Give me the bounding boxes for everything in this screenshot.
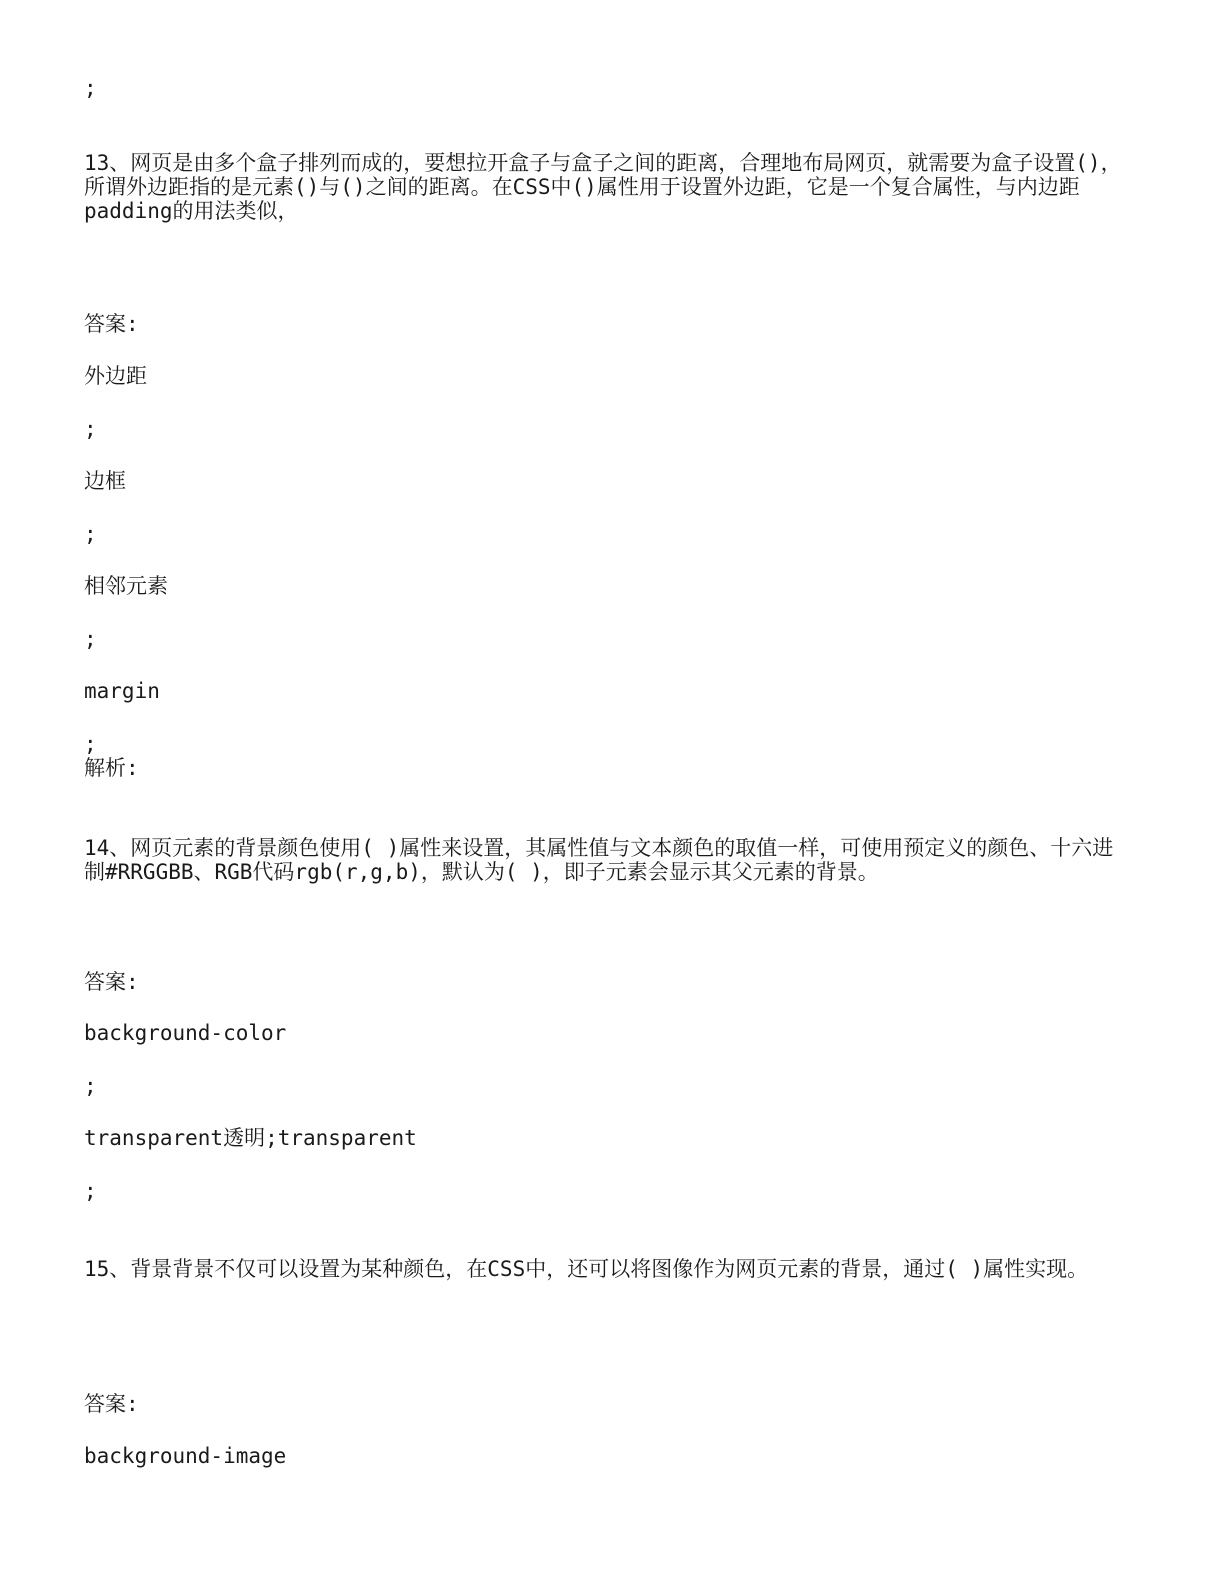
answer-item: margin bbox=[84, 679, 160, 703]
answer-label: 答案: bbox=[84, 312, 139, 336]
analysis-label: 解析: bbox=[84, 756, 139, 780]
answer-separator: ; bbox=[84, 417, 97, 441]
answer-item: 边框 bbox=[84, 469, 126, 493]
answer-separator: ; bbox=[84, 522, 97, 546]
answer-separator: ; bbox=[84, 1179, 97, 1203]
answer-separator: ; bbox=[84, 1074, 97, 1098]
answer-label: 答案: bbox=[84, 1392, 139, 1416]
answer-item: background-color bbox=[84, 1021, 287, 1045]
answer-separator: ; bbox=[84, 627, 97, 651]
separator: ; bbox=[84, 76, 97, 100]
answer-separator: ; bbox=[84, 732, 97, 756]
answer-label: 答案: bbox=[84, 970, 139, 994]
question-14: 14、网页元素的背景颜色使用( )属性来设置，其属性值与文本颜色的取值一样，可使用预定义的颜色、十六进制#RRGGBB、RGB代码rgb(r,g,b)，默认为( )，即子元素会显示其父元素的背景。 bbox=[84, 836, 1114, 885]
question-13: 13、网页是由多个盒子排列而成的，要想拉开盒子与盒子之间的距离，合理地布局网页，就需要为盒子设置()，所谓外边距指的是元素()与()之间的距离。在CSS中()属性用于设置外边距，它是一个复合属性，与内边距padding的用法类似， bbox=[84, 151, 1122, 224]
answer-item: background-image bbox=[84, 1444, 287, 1468]
answer-item: 外边距 bbox=[84, 364, 147, 388]
question-15: 15、背景背景不仅可以设置为某种颜色，在CSS中，还可以将图像作为网页元素的背景，通过( )属性实现。 bbox=[84, 1257, 1089, 1281]
answer-item: 相邻元素 bbox=[84, 574, 168, 598]
answer-item: transparent透明;transparent bbox=[84, 1126, 417, 1150]
